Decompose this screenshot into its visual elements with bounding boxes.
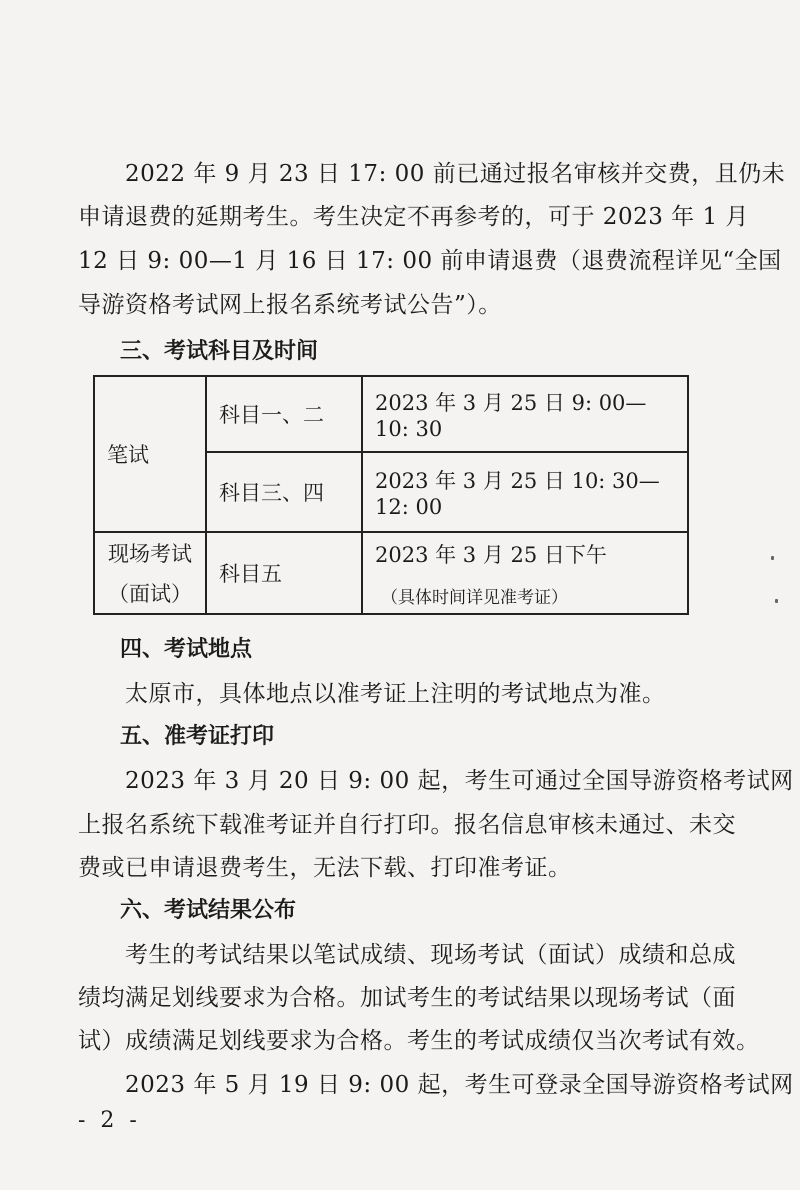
written-exam-cell: 笔试 (94, 376, 206, 532)
section5-line-1: 2023 年 3 月 20 日 9: 00 起，考生可通过全国导游资格考试网 (78, 768, 794, 794)
section6-line-1: 考生的考试结果以笔试成绩、现场考试（面试）成绩和总成 (78, 942, 736, 968)
paragraph-refund-line-1: 2022 年 9 月 23 日 17: 00 前已通过报名审核并交费，且仍未 (78, 161, 786, 187)
table-row (94, 376, 688, 452)
onsite-sublabel: （面试） (108, 582, 192, 606)
section5-line-2: 上报名系统下载准考证并自行打印。报名信息审核未通过、未交 (78, 812, 736, 838)
time-cell: 2023 年 3 月 25 日 10: 30—12: 00 (362, 452, 688, 532)
table-row (94, 532, 688, 614)
onsite-label: 现场考试 (108, 542, 192, 566)
section4-heading: 四、考试地点 (120, 637, 253, 662)
section3-heading: 三、考试科目及时间 (120, 339, 319, 364)
subject-cell: 科目三、四 (206, 452, 362, 532)
exam-schedule-table (93, 375, 689, 615)
subject-cell: 科目五 (206, 532, 362, 614)
section6-line-2: 绩均满足划线要求为合格。加试考生的考试结果以现场考试（面 (78, 985, 736, 1011)
paragraph-refund-line-4: 导游资格考试网上报名系统考试公告”）。 (78, 292, 502, 318)
time-note: （具体时间详见准考证） (381, 587, 568, 608)
section5-heading: 五、准考证打印 (120, 724, 275, 749)
time-cell (362, 532, 688, 614)
section4-line-1: 太原市，具体地点以准考证上注明的考试地点为准。 (78, 681, 666, 707)
section6-heading: 六、考试结果公布 (120, 898, 297, 923)
time-cell: 2023 年 3 月 25 日 9: 00—10: 30 (362, 376, 688, 452)
paragraph-refund-line-3: 12 日 9: 00—1 月 16 日 17: 00 前申请退费（退费流程详见“全国 (78, 248, 782, 274)
paragraph-refund-line-2: 申请退费的延期考生。考生决定不再参考的，可于 2023 年 1 月 (78, 204, 749, 230)
time-text: 2023 年 3 月 25 日下午 (375, 542, 607, 567)
section6-line-4: 2023 年 5 月 19 日 9: 00 起，考生可登录全国导游资格考试网 (78, 1072, 794, 1098)
subject-cell: 科目一、二 (206, 376, 362, 452)
section5-line-3: 费或已申请退费考生，无法下载、打印准考证。 (78, 855, 572, 881)
scan-speck (771, 556, 774, 560)
section6-line-3: 试）成绩满足划线要求为合格。考生的考试成绩仅当次考试有效。 (78, 1028, 760, 1054)
page-number: - 2 - (78, 1108, 141, 1133)
onsite-exam-cell (94, 532, 206, 614)
scan-speck (775, 599, 778, 603)
